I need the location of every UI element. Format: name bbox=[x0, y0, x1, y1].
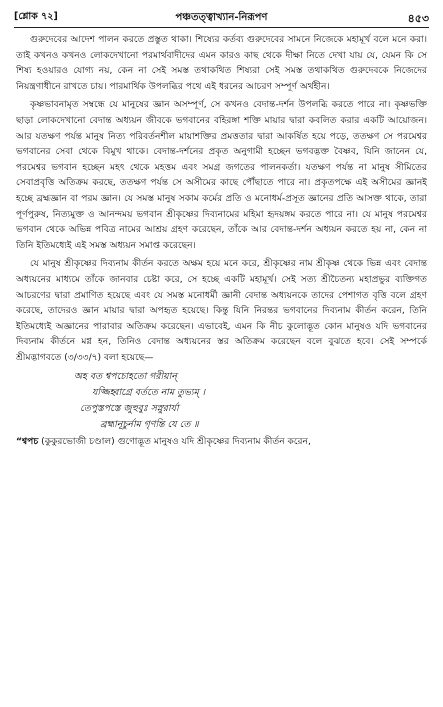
translation-lead-word: “শ্বপচ bbox=[16, 436, 39, 447]
paragraph-2: কৃষ্ণভাবনামৃত সম্বন্ধে যে মানুষের জ্ঞান অসম্পূর্ণ, সে কখনও বেদান্ত-দর্শন উপলব্ধি করতে পারে না। কৃষ্ণভক্তি ছাড়া লোকদেখানো বেদান্ত অধ্যয়ন জীবকে ভগবানের বহিরঙ্গা শক্তি মায়ার দ্বারা কবলিত করার একটি আয়োজন। আর যতক্ষণ পর্যন্ত মানুষ নিত্য পরিবর্তনশীল মায়াশক্তির প্রমত্ততার দ্বারা আকর্ষিত হয়ে পড়ে, ততক্ষণ সে পরমেশ্বর ভগবানের সেবা থেকে বিমুখ থাকে। বেদান্ত-দর্শনের প্রকৃত অনুগামী হচ্ছেন ভগবদ্ভক্ত বৈষ্ণব, যিনি জানেন যে, পরমেশ্বর ভগবান হচ্ছেন মহৎ থেকে মহত্তম এবং সমগ্র জগতের পালনকর্তা। যতক্ষণ পর্যন্ত না মানুষ সীমিতের সেবাপ্রবৃত্তি অতিক্রম করছে, ততক্ষণ পর্যন্ত সে অসীমের কাছে পৌঁছাতে পারে না। প্রকৃতপক্ষে এই অসীমের জ্ঞানই হচ্ছে ব্রহ্মজ্ঞান বা পরম জ্ঞান। যে সমস্ত মানুষ সকাম কর্মের প্রতি ও মনোধর্ম-প্রসূত জ্ঞানের প্রতি আসক্ত থাকে, তারা পূর্ণপুরুষ, নিত্যমুক্ত ও আনন্দময় ভগবান শ্রীকৃষ্ণের দিব্যনামের মহিমা হৃদয়ঙ্গম করতে পারে না। যে মানুষ পরমেশ্বর ভগবান থেকে অভিন্ন পবিত্র নামের আশ্রয় গ্রহণ করেছেন, তাঁকে আর বেদান্ত-দর্শন অধ্যয়ন করতে হয় না, কেন না তিনি ইতিমধ্যেই এই সমস্ত অধ্যয়ন সমাপ্ত করেছেন। bbox=[16, 100, 427, 251]
page-body bbox=[16, 33, 427, 450]
translation-paragraph bbox=[16, 435, 427, 451]
verse-reference: [শ্লোক ৭২] bbox=[14, 11, 58, 22]
paragraph-1: গুরুদেবের আদেশ পালন করতে প্রস্তুত থাকা। শিষ্যের কর্তব্য গুরুদেবের সামনে নিজেকে মহামূর্খ বলে মনে করা। তাই কখনও কখনও লোকদেখানো পরমার্থবাদীদের এমন কারও কাছ থেকে দীক্ষা নিতে দেখা যায় যে, যেমন কি সে শিষ্য হওয়ারও যোগ্য নয়, কেন না সেই সমস্ত তথাকথিত শিষ্যরা সেই সমস্ত তথাকথিত গুরুদেবকে নিজেদের নিয়ন্ত্রণাধীনে রাখতে চায়। পারমার্থিক উপলব্ধির পথে এই ধরনের আচরণ সম্পূর্ণ অর্থহীন। bbox=[16, 35, 427, 92]
verse-line-4: ব্রহ্মানূচুর্নাম গৃণন্তি যে তে ॥ bbox=[100, 418, 199, 430]
verse-line-1: অহ বত শ্বপচোহতো গরীয়ান্ bbox=[74, 371, 177, 383]
page-header bbox=[14, 10, 429, 26]
translation-text: (কুকুরভোজী চণ্ডাল) গুণোদ্ভূত মানুষও যদি শ্রীকৃষ্ণের দিব্যনাম কীর্তন করেন, bbox=[38, 436, 311, 447]
running-title: পঞ্চতত্ত্বাখ্যান-নিরূপণ bbox=[175, 12, 268, 23]
paragraph-3: যে মানুষ শ্রীকৃষ্ণের দিব্যনাম কীর্তন করতে অক্ষম হয়ে মনে করে, শ্রীকৃষ্ণের নাম শ্রীকৃষ্ণ থেকে ভিন্ন এবং বেদান্ত অধ্যয়নের মাধ্যমে তাঁকে জানবার চেষ্টা করে, সে হচ্ছে একটি মহামূর্খ। সেই সত্য শ্রীচৈতন্য মহাপ্রভুর ব্যক্তিগত আচরণের দ্বারা প্রমাণিত হয়েছে এবং যে সমস্ত মনোধর্মী জ্ঞানী বেদান্ত অধ্যয়নকে তাদের পেশাগত বৃত্তি বলে গ্রহণ করেছে, তাদেরও জ্ঞান মায়ার দ্বারা অপহৃত হয়েছে। কিন্তু যিনি নিরন্তর ভগবানের দিব্যনাম কীর্তন করেন, তিনি ইতিমধ্যেই অজ্ঞানের পারাবার অতিক্রম করেছেন। এভাবেই, এমন কি নীচ কুলোদ্ভূত কোন মানুষও যদি ভগবানের দিব্যনাম কীর্তনে মগ্ন হন, তিনিও বেদান্ত অধ্যয়নের স্তর অতিক্রম করেছেন বলে বুঝতে হবে। সেই সম্পর্কে শ্রীমদ্ভাগবতে (৩/৩৩/৭) বলা হয়েছে— bbox=[16, 259, 427, 363]
verse-line-3: তেপুস্তপস্তে জুহুবুঃ সস্নুরার্যা bbox=[80, 403, 179, 415]
sanskrit-verse bbox=[16, 369, 427, 432]
page-number: ৪৫৩ bbox=[407, 12, 429, 25]
header-rule bbox=[14, 27, 429, 28]
verse-line-2: যজ্জিহ্বাগ্রে বর্ততে নাম তুভ্যম্ । bbox=[92, 387, 206, 399]
